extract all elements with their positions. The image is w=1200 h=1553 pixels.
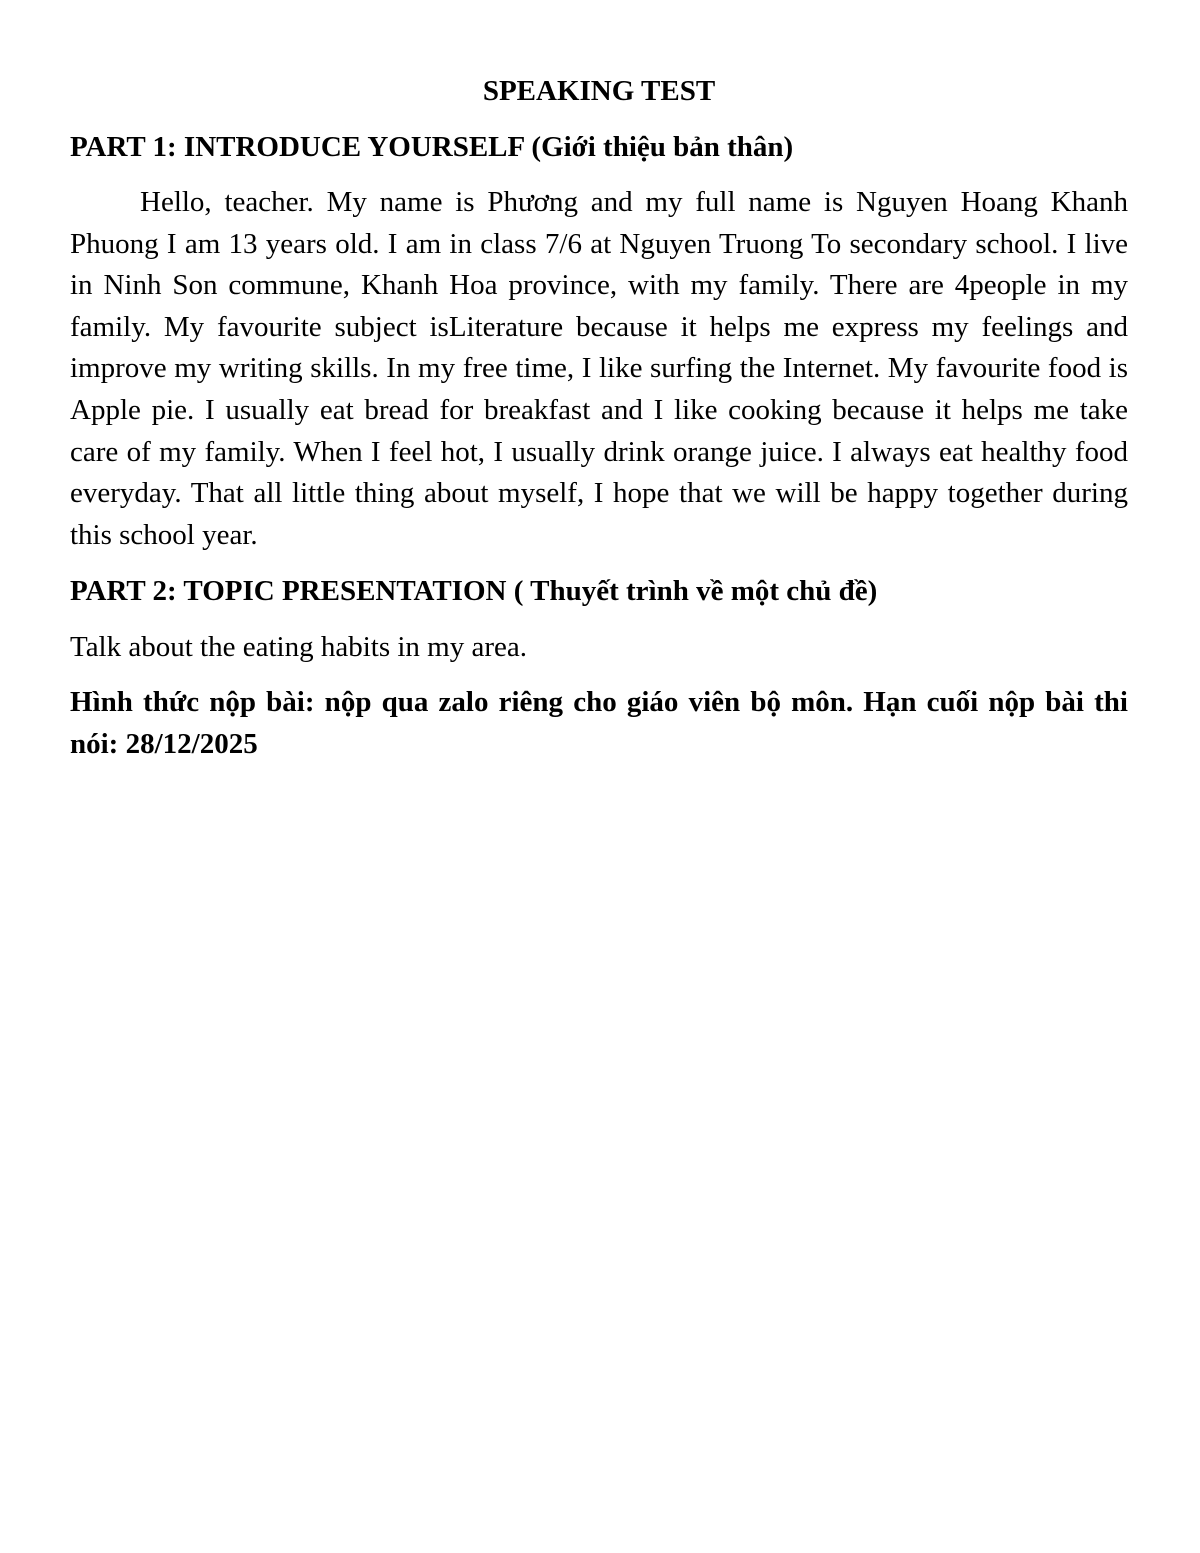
submission-note: Hình thức nộp bài: nộp qua zalo riêng cho giáo viên bộ môn. Hạn cuối nộp bài thi nói: 28/12/2025 bbox=[70, 686, 1128, 760]
document-content bbox=[70, 70, 1128, 766]
page-title: SPEAKING TEST bbox=[482, 75, 716, 107]
part2-heading: PART 2: TOPIC PRESENTATION ( Thuyết trình về một chủ đề) bbox=[70, 575, 878, 608]
part1-paragraph: Hello, teacher. My name is Phương and my full name is Nguyen Hoang Khanh Phuong I am 13 years old. I am in class 7/6 at Nguyen Truong To secondary school. I live in Ninh Son commune, Khanh Hoa province, with my family. There are 4people in my family. My favourite subject isLiterature because it helps me express my feelings and improve my writing skills. In my free time, I like surfing the Internet. My favourite food is Apple pie. I usually eat bread for breakfast and I like cooking because it helps me take care of my family. When I feel hot, I usually drink orange juice. I always eat healthy food everyday. That all little thing about myself, I hope that we will be happy together during this school year. bbox=[70, 186, 1128, 551]
part1-heading: PART 1: INTRODUCE YOURSELF (Giới thiệu bản thân) bbox=[70, 131, 794, 163]
part2-prompt: Talk about the eating habits in my area. bbox=[70, 631, 527, 664]
